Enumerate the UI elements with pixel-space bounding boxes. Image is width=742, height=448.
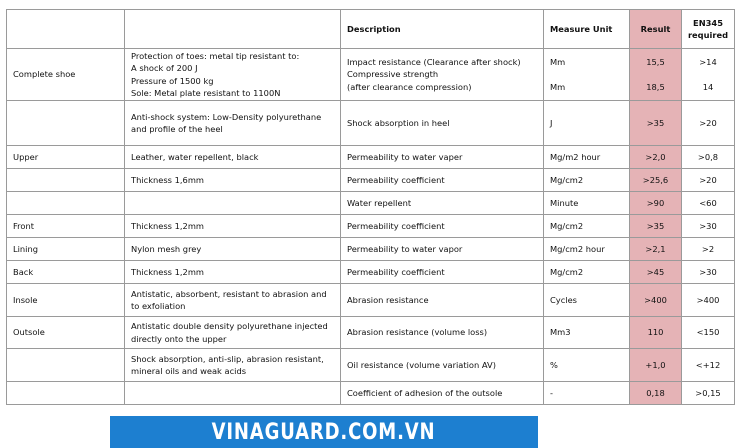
- cell-unit: Mm3: [544, 317, 630, 349]
- cell-required: <+12: [682, 349, 735, 382]
- cell-result: >2,0: [630, 146, 682, 169]
- watermark-text: VINAGUARD.COM.VN: [212, 419, 436, 445]
- table-header-row: [7, 10, 735, 49]
- cell-required: >20: [682, 169, 735, 192]
- cell-required: >400: [682, 284, 735, 317]
- cell-result: >35: [630, 101, 682, 146]
- cell-spec: Shock absorption, anti-slip, abrasion resistant, mineral oils and weak acids: [125, 349, 341, 382]
- cell-required: >20: [682, 101, 735, 146]
- cell-part: Complete shoe: [7, 49, 125, 101]
- cell-part: [7, 349, 125, 382]
- cell-description: Permeability to water vapor: [341, 238, 544, 261]
- table-row: [7, 101, 735, 146]
- cell-description: Abrasion resistance (volume loss): [341, 317, 544, 349]
- cell-spec: Antistatic double density polyurethane injected directly onto the upper: [125, 317, 341, 349]
- cell-description: Coefficient of adhesion of the outsole: [341, 382, 544, 405]
- cell-description: Oil resistance (volume variation AV): [341, 349, 544, 382]
- cell-part: Upper: [7, 146, 125, 169]
- cell-part: Back: [7, 261, 125, 284]
- cell-part: Outsole: [7, 317, 125, 349]
- cell-unit: Mg/cm2 hour: [544, 238, 630, 261]
- cell-part: [7, 169, 125, 192]
- cell-spec: Thickness 1,2mm: [125, 261, 341, 284]
- table-row: [7, 146, 735, 169]
- header-result: Result: [630, 10, 682, 49]
- cell-unit: Mm Mm: [544, 49, 630, 101]
- cell-spec: [125, 382, 341, 405]
- cell-description: Shock absorption in heel: [341, 101, 544, 146]
- cell-required: >14 14: [682, 49, 735, 101]
- cell-unit: %: [544, 349, 630, 382]
- cell-part: [7, 192, 125, 215]
- table-row: [7, 238, 735, 261]
- cell-spec: [125, 192, 341, 215]
- cell-result: >90: [630, 192, 682, 215]
- header-en345-required: EN345 required: [682, 10, 735, 49]
- header-measure-unit: Measure Unit: [544, 10, 630, 49]
- cell-spec: Protection of toes: metal tip resistant to: A shock of 200 J Pressure of 1500 kg Sole: Metal plate resistant to 1100N: [125, 49, 341, 101]
- cell-part: Insole: [7, 284, 125, 317]
- cell-spec: Leather, water repellent, black: [125, 146, 341, 169]
- cell-required: >0,15: [682, 382, 735, 405]
- specification-table: [6, 9, 735, 405]
- cell-unit: Mg/m2 hour: [544, 146, 630, 169]
- cell-spec: Nylon mesh grey: [125, 238, 341, 261]
- cell-result: >25,6: [630, 169, 682, 192]
- table-row: [7, 284, 735, 317]
- watermark-banner: [110, 416, 538, 448]
- cell-result: 0,18: [630, 382, 682, 405]
- cell-part: [7, 382, 125, 405]
- cell-description: Water repellent: [341, 192, 544, 215]
- cell-unit: J: [544, 101, 630, 146]
- table-row: [7, 261, 735, 284]
- cell-part: [7, 101, 125, 146]
- cell-unit: Mg/cm2: [544, 215, 630, 238]
- table-row: [7, 169, 735, 192]
- cell-spec: Thickness 1,6mm: [125, 169, 341, 192]
- cell-result: +1,0: [630, 349, 682, 382]
- cell-result: 15,5 18,5: [630, 49, 682, 101]
- cell-unit: Mg/cm2: [544, 261, 630, 284]
- header-spec: [125, 10, 341, 49]
- cell-description: Impact resistance (Clearance after shock) Compressive strength (after clearance compression): [341, 49, 544, 101]
- table-row: [7, 215, 735, 238]
- cell-unit: -: [544, 382, 630, 405]
- header-part: [7, 10, 125, 49]
- cell-spec: Antistatic, absorbent, resistant to abrasion and to exfoliation: [125, 284, 341, 317]
- cell-result: >35: [630, 215, 682, 238]
- cell-result: 110: [630, 317, 682, 349]
- cell-description: Permeability coefficient: [341, 215, 544, 238]
- cell-unit: Minute: [544, 192, 630, 215]
- header-description: Description: [341, 10, 544, 49]
- cell-description: Permeability coefficient: [341, 169, 544, 192]
- cell-required: >30: [682, 261, 735, 284]
- cell-result: >45: [630, 261, 682, 284]
- cell-result: >2,1: [630, 238, 682, 261]
- cell-required: >0,8: [682, 146, 735, 169]
- cell-part: Lining: [7, 238, 125, 261]
- cell-spec: Anti-shock system: Low-Density polyurethane and profile of the heel: [125, 101, 341, 146]
- cell-spec: Thickness 1,2mm: [125, 215, 341, 238]
- cell-required: >30: [682, 215, 735, 238]
- cell-unit: Cycles: [544, 284, 630, 317]
- cell-required: <60: [682, 192, 735, 215]
- cell-description: Permeability to water vaper: [341, 146, 544, 169]
- table-row: [7, 349, 735, 382]
- table-row: [7, 382, 735, 405]
- cell-unit: Mg/cm2: [544, 169, 630, 192]
- cell-description: Abrasion resistance: [341, 284, 544, 317]
- table-row: [7, 49, 735, 101]
- cell-required: >2: [682, 238, 735, 261]
- cell-description: Permeability coefficient: [341, 261, 544, 284]
- cell-required: <150: [682, 317, 735, 349]
- table-row: [7, 317, 735, 349]
- table-row: [7, 192, 735, 215]
- cell-result: >400: [630, 284, 682, 317]
- cell-part: Front: [7, 215, 125, 238]
